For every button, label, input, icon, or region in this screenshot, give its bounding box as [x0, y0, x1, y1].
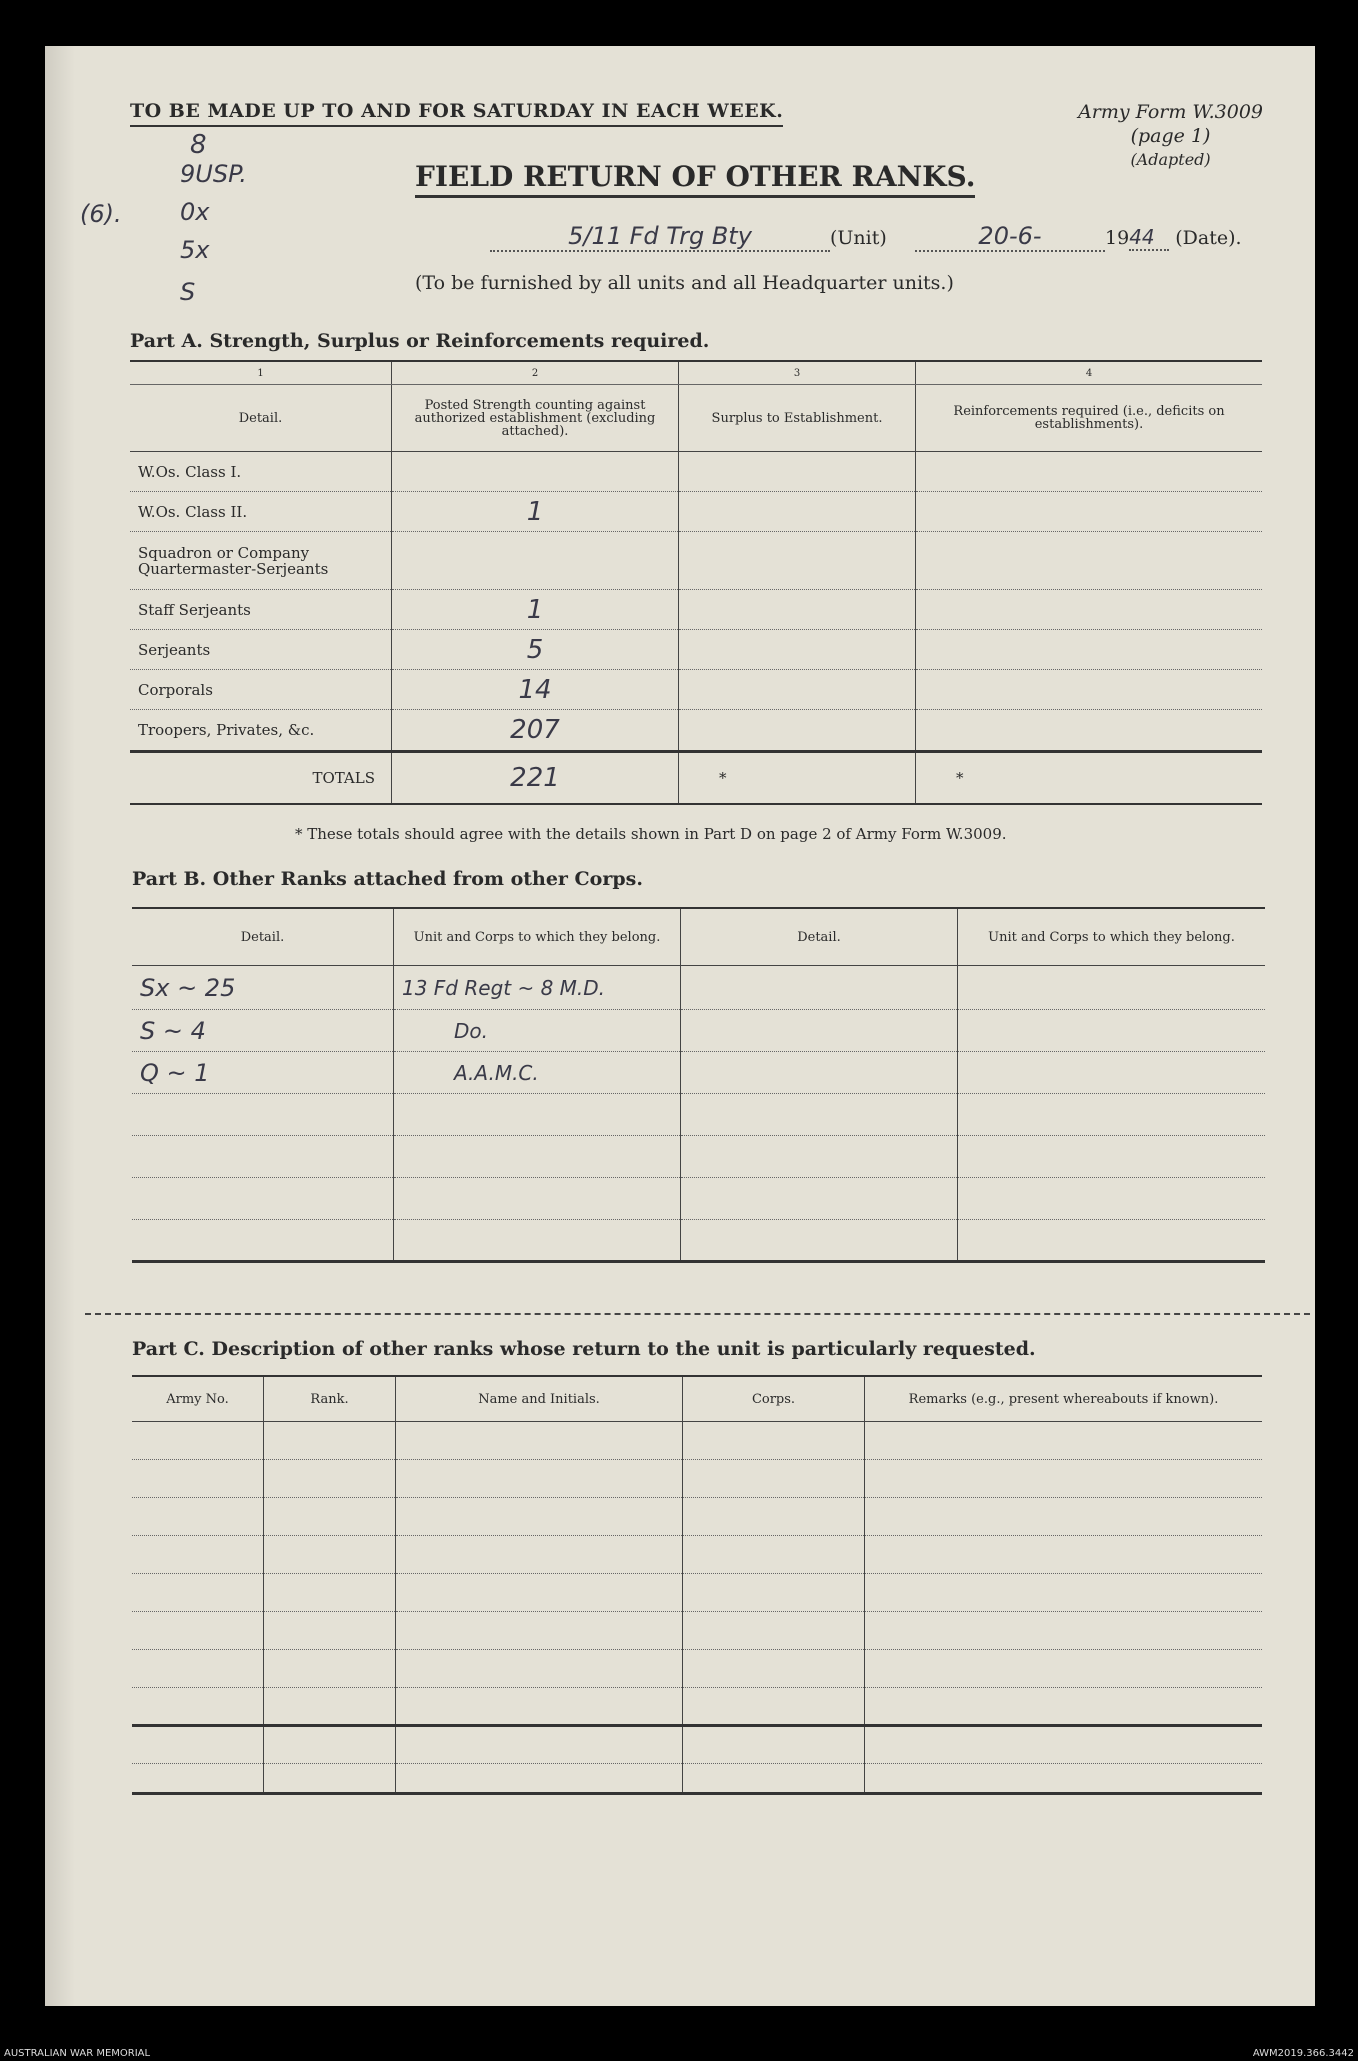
table-row [132, 1460, 1262, 1498]
attached-detail-2 [681, 1052, 958, 1094]
cut-line [85, 1313, 1310, 1315]
date-field [915, 222, 1242, 252]
part-c-table [132, 1375, 1262, 1795]
part-b-title: Part B. Other Ranks attached from other Corps. [132, 868, 643, 890]
column-header-row [132, 1376, 1262, 1422]
instruction-heading: TO BE MADE UP TO AND FOR SATURDAY IN EACH WEEK. [130, 100, 783, 127]
table-row [132, 1052, 1265, 1094]
row-detail: Staff Serjeants [130, 590, 392, 630]
table-row [132, 1612, 1262, 1650]
col-header: Remarks (e.g., present whereabouts if known). [865, 1376, 1263, 1422]
table-row [132, 1536, 1262, 1574]
table-row [130, 670, 1262, 710]
margin-note: S [180, 278, 196, 306]
col-number: 4 [916, 361, 1263, 385]
reinforcement-cell [916, 590, 1263, 630]
surplus-cell [679, 590, 916, 630]
margin-note: 5x [180, 236, 210, 264]
form-number: Army Form W.3009 [1078, 101, 1263, 123]
row-detail: W.Os. Class II. [130, 492, 392, 532]
posted-strength: 5 [392, 630, 679, 670]
col-header: Reinforcements required (i.e., deficits on establishments). [916, 385, 1263, 452]
col-header: Unit and Corps to which they belong. [394, 908, 681, 966]
attached-unit: A.A.M.C. [394, 1052, 681, 1094]
attached-unit-2 [958, 1010, 1266, 1052]
col-header: Army No. [132, 1376, 264, 1422]
furnish-note: (To be furnished by all units and all Headquarter units.) [415, 272, 954, 294]
table-row [132, 1178, 1265, 1220]
unit-field [490, 222, 887, 252]
attached-detail: Sx ~ 25 [132, 966, 394, 1010]
attached-detail: Q ~ 1 [132, 1052, 394, 1094]
table-row [130, 452, 1262, 492]
col-header: Name and Initials. [396, 1376, 683, 1422]
surplus-cell [679, 452, 916, 492]
posted-strength: 1 [392, 492, 679, 532]
col-number: 1 [130, 361, 392, 385]
posted-strength: 1 [392, 590, 679, 630]
totals-value: 221 [392, 752, 679, 805]
col-header: Detail. [681, 908, 958, 966]
page-number: (page 1) [1130, 125, 1211, 147]
margin-note: 0x [180, 198, 210, 226]
attached-detail-2 [681, 966, 958, 1010]
col-header: Unit and Corps to which they belong. [958, 908, 1266, 966]
part-b-table [132, 907, 1265, 1263]
surplus-cell [679, 532, 916, 590]
table-row [132, 1010, 1265, 1052]
attached-unit-2 [958, 966, 1266, 1010]
totals-label: TOTALS [312, 769, 375, 787]
reinforcement-cell [916, 532, 1263, 590]
table-row [130, 532, 1262, 590]
reinforcement-cell [916, 670, 1263, 710]
archive-credit: AUSTRALIAN WAR MEMORIAL [4, 2048, 151, 2059]
col-header: Posted Strength counting against authorized establishment (excluding attached). [392, 385, 679, 452]
table-row [130, 492, 1262, 532]
table-row [132, 1422, 1262, 1460]
part-a-table [130, 360, 1262, 805]
form-identifier [1078, 100, 1263, 172]
table-row [132, 1094, 1265, 1136]
attached-detail-2 [681, 1010, 958, 1052]
attached-unit: Do. [394, 1010, 681, 1052]
page-title: FIELD RETURN OF OTHER RANKS. [415, 160, 975, 198]
margin-note: 8 [190, 130, 207, 160]
table-row [132, 1650, 1262, 1688]
table-row [132, 1220, 1265, 1262]
col-number: 3 [679, 361, 916, 385]
surplus-cell [679, 630, 916, 670]
date-value: 20-6- [915, 222, 1105, 252]
table-row [130, 630, 1262, 670]
archive-reference: AWM2019.366.3442 [1252, 2048, 1354, 2059]
date-label: (Date). [1175, 227, 1242, 249]
table-row [132, 1726, 1262, 1764]
row-detail: Corporals [130, 670, 392, 710]
attached-unit: 13 Fd Regt ~ 8 M.D. [394, 966, 681, 1010]
row-detail: Troopers, Privates, &c. [138, 721, 315, 739]
table-row [132, 1136, 1265, 1178]
column-number-row [130, 361, 1262, 385]
adapted-label: (Adapted) [1130, 150, 1211, 169]
attached-detail: S ~ 4 [132, 1010, 394, 1052]
reinforcement-total: * [916, 752, 1263, 805]
part-c-title: Part C. Description of other ranks whose return to the unit is particularly requested. [132, 1338, 1036, 1360]
reinforcement-cell [916, 492, 1263, 532]
part-a-title: Part A. Strength, Surplus or Reinforcements required. [130, 330, 710, 352]
col-header: Corps. [683, 1376, 865, 1422]
surplus-cell [679, 670, 916, 710]
reinforcement-cell [916, 710, 1263, 752]
totals-row [130, 752, 1262, 805]
attached-unit-2 [958, 1052, 1266, 1094]
row-detail: Squadron or Company Quartermaster-Serjeants [130, 532, 392, 590]
reinforcement-cell [916, 452, 1263, 492]
row-detail: Serjeants [130, 630, 392, 670]
table-row [132, 966, 1265, 1010]
posted-strength: 14 [392, 670, 679, 710]
table-row [130, 590, 1262, 630]
paper-edge [45, 46, 75, 2006]
year-prefix: 19 [1105, 227, 1130, 249]
year-suffix: 44 [1129, 225, 1169, 251]
column-header-row [130, 385, 1262, 452]
posted-strength: 207 [392, 710, 679, 752]
surplus-total: * [679, 752, 916, 805]
reinforcement-cell [916, 630, 1263, 670]
surplus-cell [679, 492, 916, 532]
col-header: Surplus to Establishment. [679, 385, 916, 452]
col-header: Rank. [264, 1376, 396, 1422]
margin-note: (6). [80, 200, 122, 228]
posted-strength [392, 532, 679, 590]
margin-note: 9USP. [180, 160, 247, 188]
table-row [132, 1688, 1262, 1726]
posted-strength [392, 452, 679, 492]
table-row [132, 1764, 1262, 1794]
table-row [130, 710, 1262, 752]
col-number: 2 [392, 361, 679, 385]
table-row [132, 1574, 1262, 1612]
totals-footnote: * These totals should agree with the details shown in Part D on page 2 of Army Form W.3009. [295, 825, 1007, 843]
table-row [132, 1498, 1262, 1536]
unit-label: (Unit) [830, 227, 887, 249]
surplus-cell [679, 710, 916, 752]
row-detail: W.Os. Class I. [130, 452, 392, 492]
unit-value: 5/11 Fd Trg Bty [490, 222, 830, 252]
col-header: Detail. [132, 908, 394, 966]
column-header-row [132, 908, 1265, 966]
col-header: Detail. [130, 385, 392, 452]
